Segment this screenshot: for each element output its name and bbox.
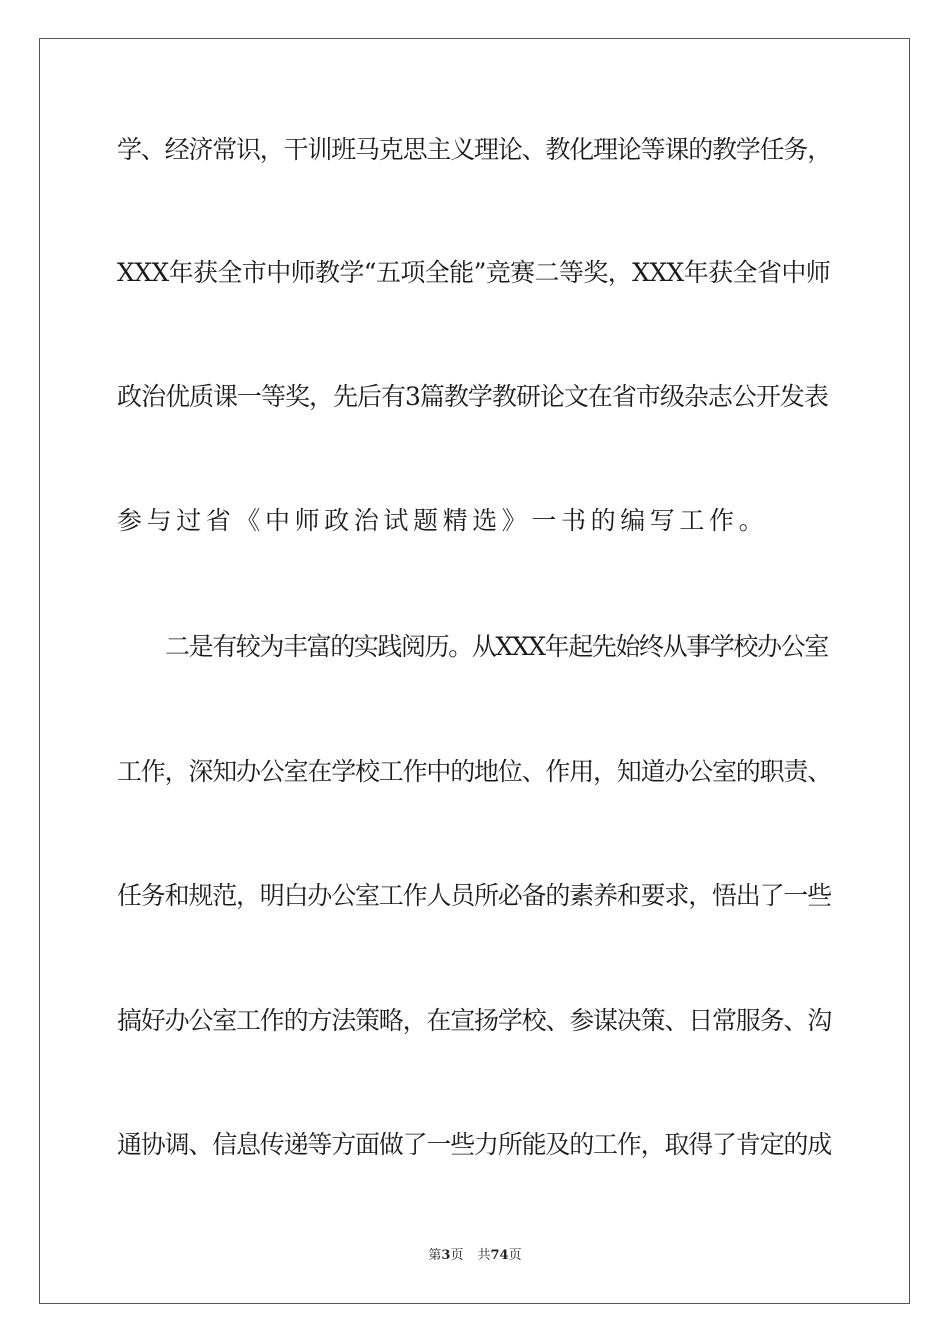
- page-footer: [0, 1246, 950, 1266]
- footer-page-total: 74: [490, 1248, 509, 1263]
- footer-total-unit: 页: [508, 1248, 522, 1263]
- body-line: 学、经济常识，干训班马克思主义理论、教化理论等课的教学任务，: [117, 135, 832, 164]
- body-line: 工作，深知办公室在学校工作中的地位、作用，知道办公室的职责、: [117, 757, 832, 786]
- body-line: XXX年获全市中师教学“五项全能”竞赛二等奖，XXX年获全省中师: [117, 258, 831, 287]
- footer-page-unit: 页: [450, 1248, 464, 1263]
- page-frame: [39, 38, 910, 1304]
- body-line: 任务和规范，明白办公室工作人员所必备的素养和要求，悟出了一些: [117, 881, 832, 910]
- footer-page-prefix: 第: [428, 1248, 442, 1263]
- footer-page-current: 3: [441, 1248, 451, 1263]
- body-line: 政治优质课一等奖，先后有3篇教学教研论文在省市级杂志公开发表: [117, 382, 828, 411]
- paragraph-start-line: 二是有较为丰富的实践阅历。从XXX年起先始终从事学校办公室: [165, 632, 828, 661]
- body-line: 通协调、信息传递等方面做了一些力所能及的工作，取得了肯定的成: [117, 1130, 832, 1159]
- body-line: 参与过省《中师政治试题精选》一书的编写工作。: [117, 506, 769, 535]
- footer-total-prefix: 共: [477, 1248, 491, 1263]
- body-line: 搞好办公室工作的方法策略，在宣扬学校、参谋决策、日常服务、沟: [117, 1006, 832, 1035]
